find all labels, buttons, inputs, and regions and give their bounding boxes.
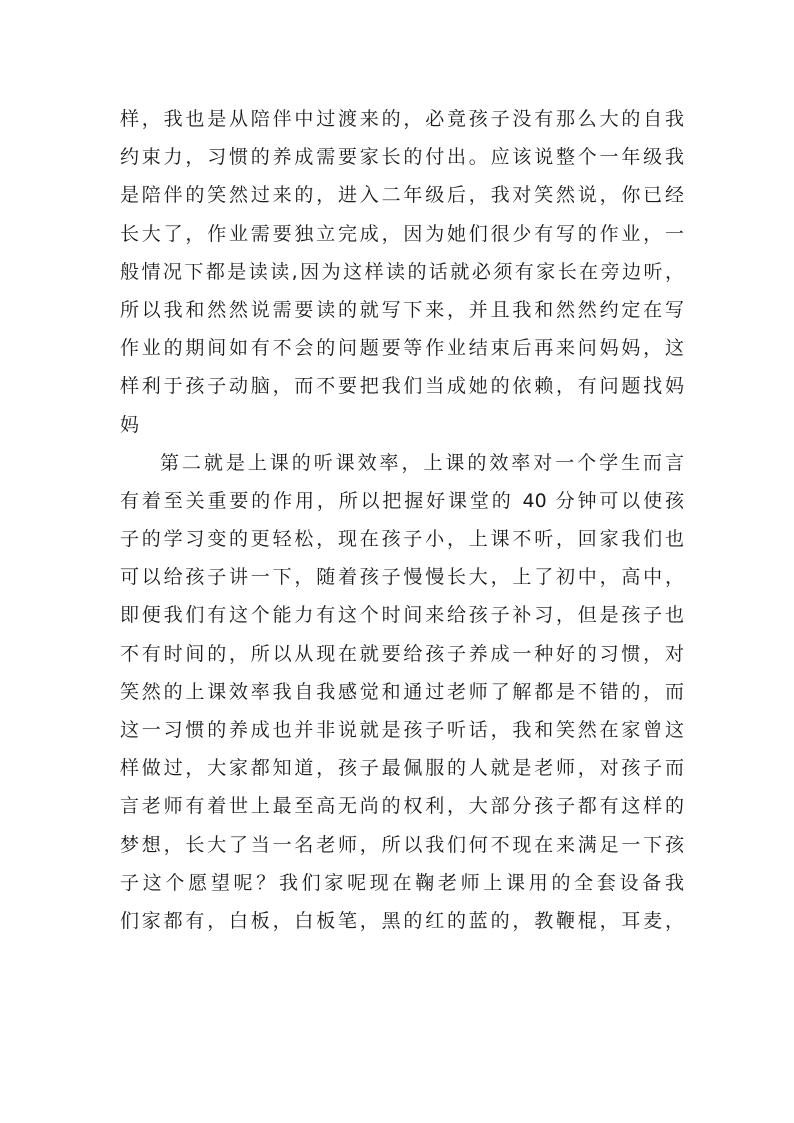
text-line: 这一习惯的养成也并非说就是孩子听话，我和笑然在家曾这 xyxy=(120,719,684,741)
text-line: 样，我也是从陪伴中过渡来的，必竟孩子没有那么大的自我 xyxy=(120,108,684,130)
text-line: 即便我们有这个能力有这个时间来给孩子补习，但是孩子也 xyxy=(120,604,684,627)
text-line: 长大了，作业需要独立完成，因为她们很少有写的作业，一 xyxy=(120,222,684,245)
text-line: 言老师有着世上最至高无尚的权利，大部分孩子都有这样的 xyxy=(120,795,684,818)
document-body xyxy=(120,100,684,940)
text-line: 般情况下都是读读,因为这样读的话就必须有家长在旁边听， xyxy=(120,260,684,283)
text-line: 笑然的上课效率我自我感觉和通过老师了解都是不错的，而 xyxy=(120,680,684,703)
text-line: 们家都有，白板，白板笔，黑的红的蓝的，教鞭棍，耳麦， xyxy=(120,909,684,932)
text-line: 约束力，习惯的养成需要家长的付出。应该说整个一年级我 xyxy=(120,146,684,169)
text-line: 样做过，大家都知道，孩子最佩服的人就是老师，对孩子而 xyxy=(120,757,684,780)
text-line: 梦想，长大了当一名老师，所以我们何不现在来满足一下孩 xyxy=(120,833,684,856)
text-line: 妈 xyxy=(120,413,140,436)
text-line: 有着至关重要的作用，所以把握好课堂的 40 分钟可以使孩 xyxy=(120,489,684,512)
text-line: 子的学习变的更轻松，现在孩子小，上课不听，回家我们也 xyxy=(120,528,684,551)
text-line: 作业的期间如有不会的问题要等作业结束后再来问妈妈，这 xyxy=(120,337,684,360)
text-line: 所以我和然然说需要读的就写下来，并且我和然然约定在写 xyxy=(120,298,684,321)
text-line: 样利于孩子动脑，而不要把我们当成她的依赖，有问题找妈 xyxy=(120,375,684,398)
text-line: 是陪伴的笑然过来的，进入二年级后，我对笑然说，你已经 xyxy=(120,184,684,207)
text-line: 第二就是上课的听课效率，上课的效率对一个学生而言 xyxy=(160,451,684,474)
text-line: 可以给孩子讲一下，随着孩子慢慢长大，上了初中，高中， xyxy=(120,566,684,589)
text-line: 子这个愿望呢？我们家呢现在鞠老师上课用的全套设备我 xyxy=(120,871,684,894)
text-line: 不有时间的，所以从现在就要给孩子养成一种好的习惯，对 xyxy=(120,642,684,665)
